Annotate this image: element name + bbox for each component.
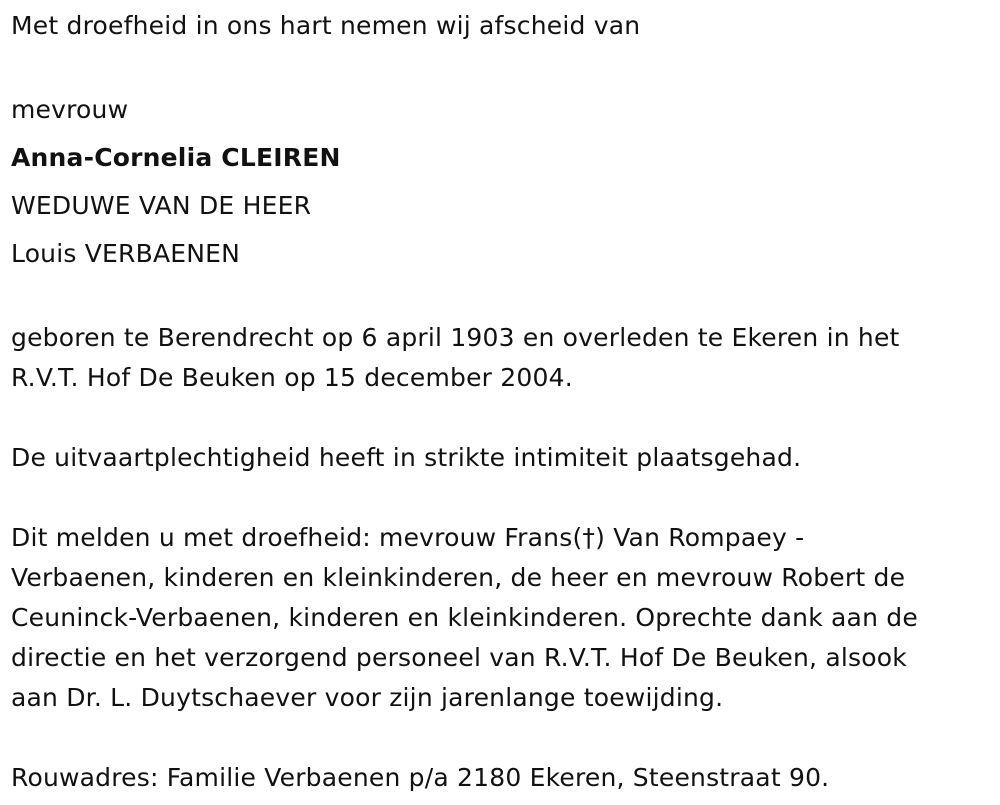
birth-death-line-1: geboren te Berendrecht op 6 april 1903 en overleden te Ekeren in het: [11, 323, 900, 352]
widow-of-text: WEDUWE VAN DE HEER: [11, 191, 312, 220]
death-notice: [11, 6, 986, 798]
deceased-name: Anna-Cornelia CLEIREN: [11, 143, 341, 172]
announcement-line-5: aan Dr. L. Duytschaever voor zijn jarenlange toewijding.: [11, 683, 724, 712]
announcement-line-1: Dit melden u met droefheid: mevrouw Frans(†) Van Rompaey -: [11, 523, 805, 552]
announcement-line-3: Ceuninck-Verbaenen, kinderen en kleinkinderen. Oprechte dank aan de: [11, 603, 918, 632]
announcement-line-2: Verbaenen, kinderen en kleinkinderen, de heer en mevrouw Robert de: [11, 563, 906, 592]
address-text: Rouwadres: Familie Verbaenen p/a 2180 Ekeren, Steenstraat 90.: [11, 763, 830, 792]
ceremony-text: De uitvaartplechtigheid heeft in strikte intimiteit plaatsgehad.: [11, 443, 802, 472]
announcement-line-4: directie en het verzorgend personeel van R.V.T. Hof De Beuken, alsook: [11, 643, 907, 672]
spacer: [11, 278, 986, 318]
spacer: [11, 46, 986, 86]
spacer: [11, 718, 986, 758]
birth-death-line-2: R.V.T. Hof De Beuken op 15 december 2004.: [11, 363, 573, 392]
title-prefix: mevrouw: [11, 95, 129, 124]
spacer: [11, 478, 986, 518]
spacer: [11, 398, 986, 438]
intro-text: Met droefheid in ons hart nemen wij afscheid van: [11, 11, 641, 40]
spouse-name: Louis VERBAENEN: [11, 239, 241, 268]
